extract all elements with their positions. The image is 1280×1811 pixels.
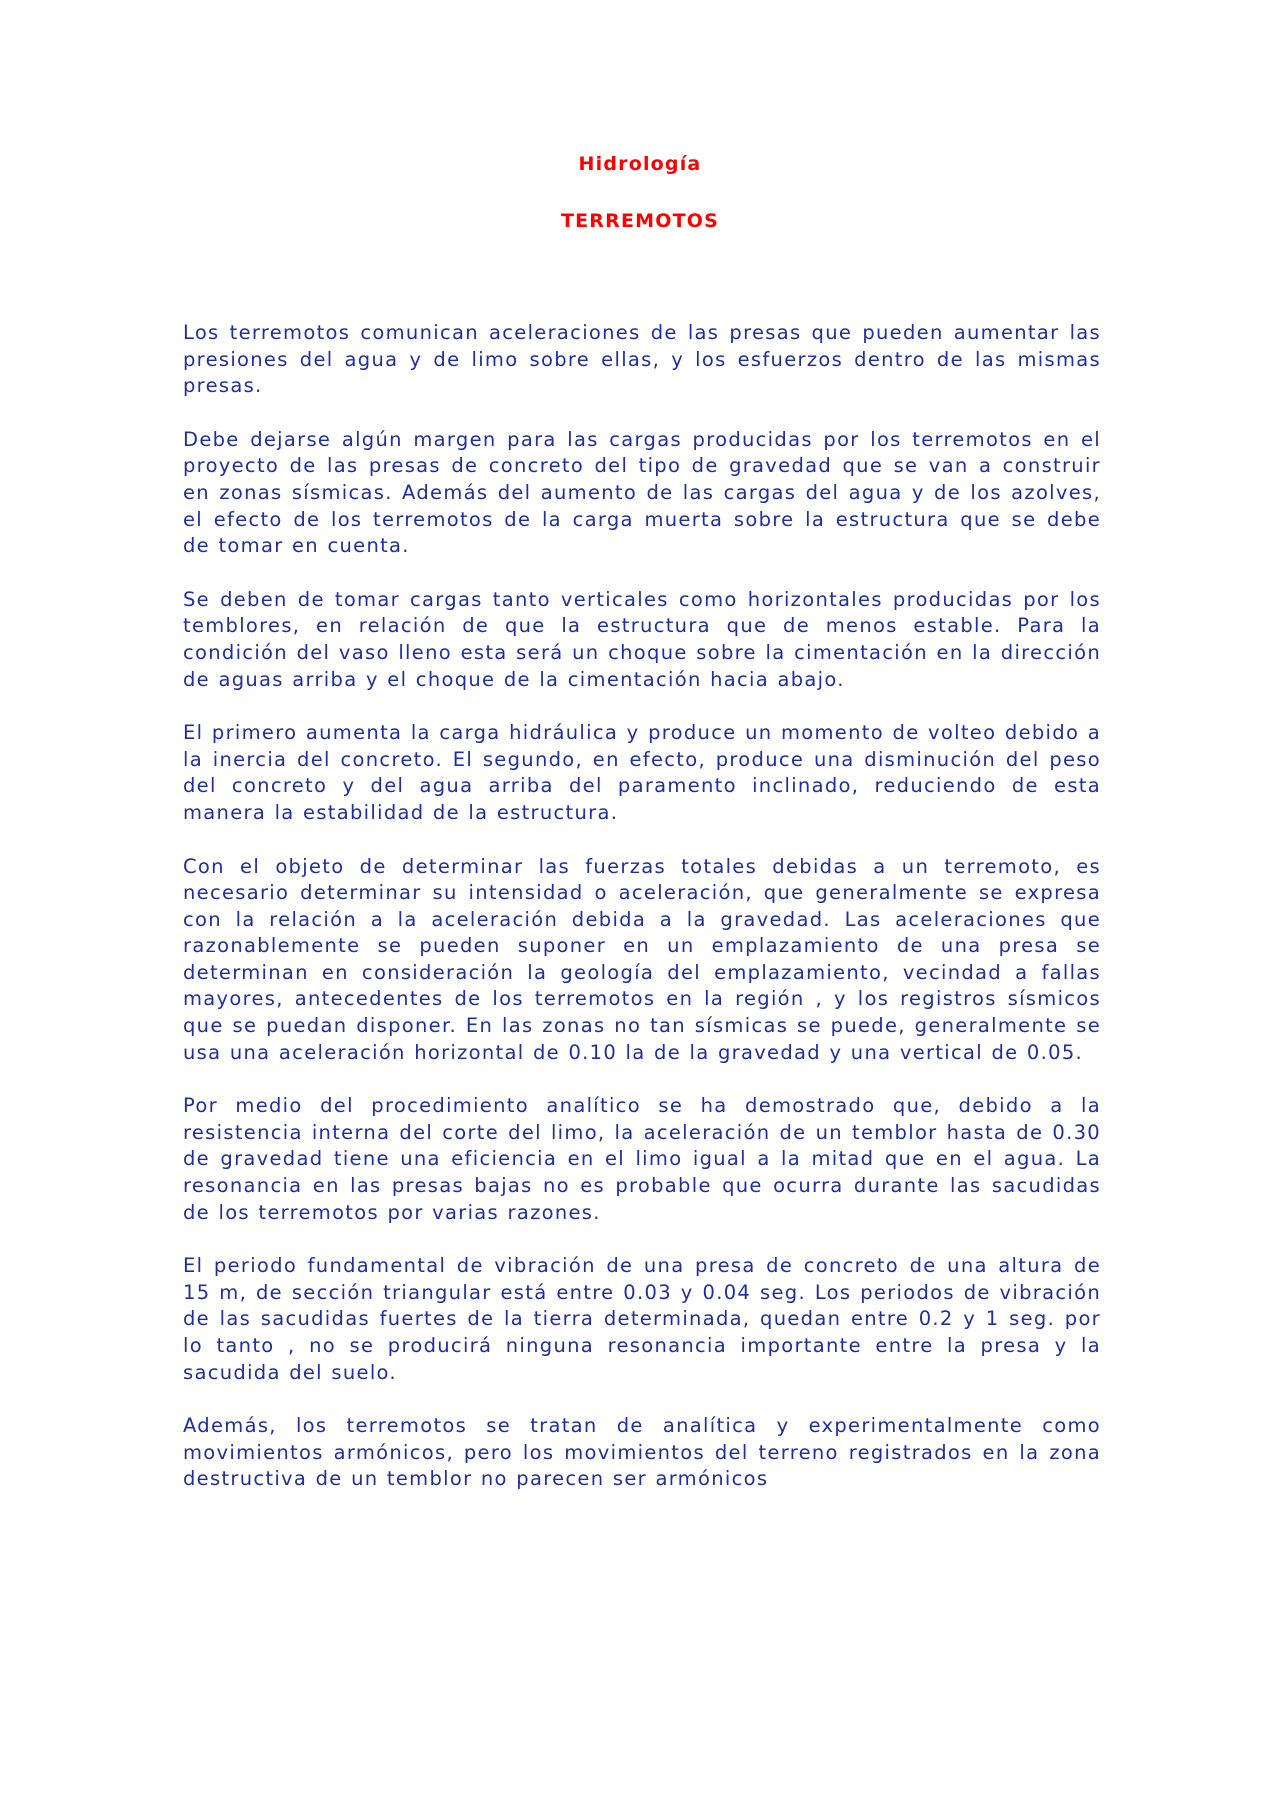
paragraph-6: Por medio del procedimiento analítico se ha demostrado que, debido a la resistencia interna del corte del limo, la aceleración de un temblor hasta de 0.30 de gravedad tiene una eficiencia en el limo igual a la mitad que en el agua. La resonancia en las presas bajas no es probable que ocurra durante las sacudidas de los terremotos por varias razones.	[183, 1094, 1101, 1224]
paragraph-5: Con el objeto de determinar las fuerzas totales debidas a un terremoto, es necesario determinar su intensidad o aceleración, que generalmente se expresa con la relación a la aceleración debida a la gravedad. Las aceleraciones que razonablemente se pueden suponer en un emplazamiento de una presa se determinan en consideración la geología del emplazamiento, vecindad a fallas mayores, antecedentes de los terremotos en la región , y los registros sísmicos que se puedan disponer. En las zonas no tan sísmicas se puede, generalmente se usa una aceleración horizontal de 0.10 la de la gravedad y una vertical de 0.05.	[183, 854, 1101, 1064]
paragraph-4: El primero aumenta la carga hidráulica y produce un momento de volteo debido a la inercia del concreto. El segundo, en efecto, produce una disminución del peso del concreto y del agua arriba del paramento inclinado, reduciendo de esta manera la estabilidad de la estructura.	[183, 721, 1101, 824]
paragraph-3: Se deben de tomar cargas tanto verticales como horizontales producidas por los temblores, en relación de que la estructura que de menos estable. Para la condición del vaso lleno esta será un choque sobre la cimentación en la dirección de aguas arriba y el choque de la cimentación hacia abajo.	[183, 587, 1101, 691]
document-body	[183, 320, 1101, 1520]
document-subject: Hidrología	[578, 153, 702, 175]
paragraph-8: Además, los terremotos se tratan de analítica y experimentalmente como movimientos armónicos, pero los movimientos del terreno registrados en la zona destructiva de un temblor no parecen ser armónicos	[183, 1414, 1101, 1491]
document-title: TERREMOTOS	[560, 210, 720, 232]
paragraph-1: Los terremotos comunican aceleraciones de las presas que pueden aumentar las presiones del agua y de limo sobre ellas, y los esfuerzos dentro de las mismas presas.	[183, 321, 1101, 398]
paragraph-2: Debe dejarse algún margen para las cargas producidas por los terremotos en el proyecto de las presas de concreto del tipo de gravedad que se van a construir en zonas sísmicas. Además del aumento de las cargas del agua y de los azolves, el efecto de los terremotos de la carga muerta sobre la estructura que se debe de tomar en cuenta.	[183, 427, 1101, 558]
paragraph-7: El periodo fundamental de vibración de una presa de concreto de una altura de 15 m, de sección triangular está entre 0.03 y 0.04 seg. Los periodos de vibración de las sacudidas fuertes de la tierra determinada, quedan entre 0.2 y 1 seg. por lo tanto , no se producirá ninguna resonancia importante entre la presa y la sacudida del suelo.	[183, 1254, 1101, 1384]
